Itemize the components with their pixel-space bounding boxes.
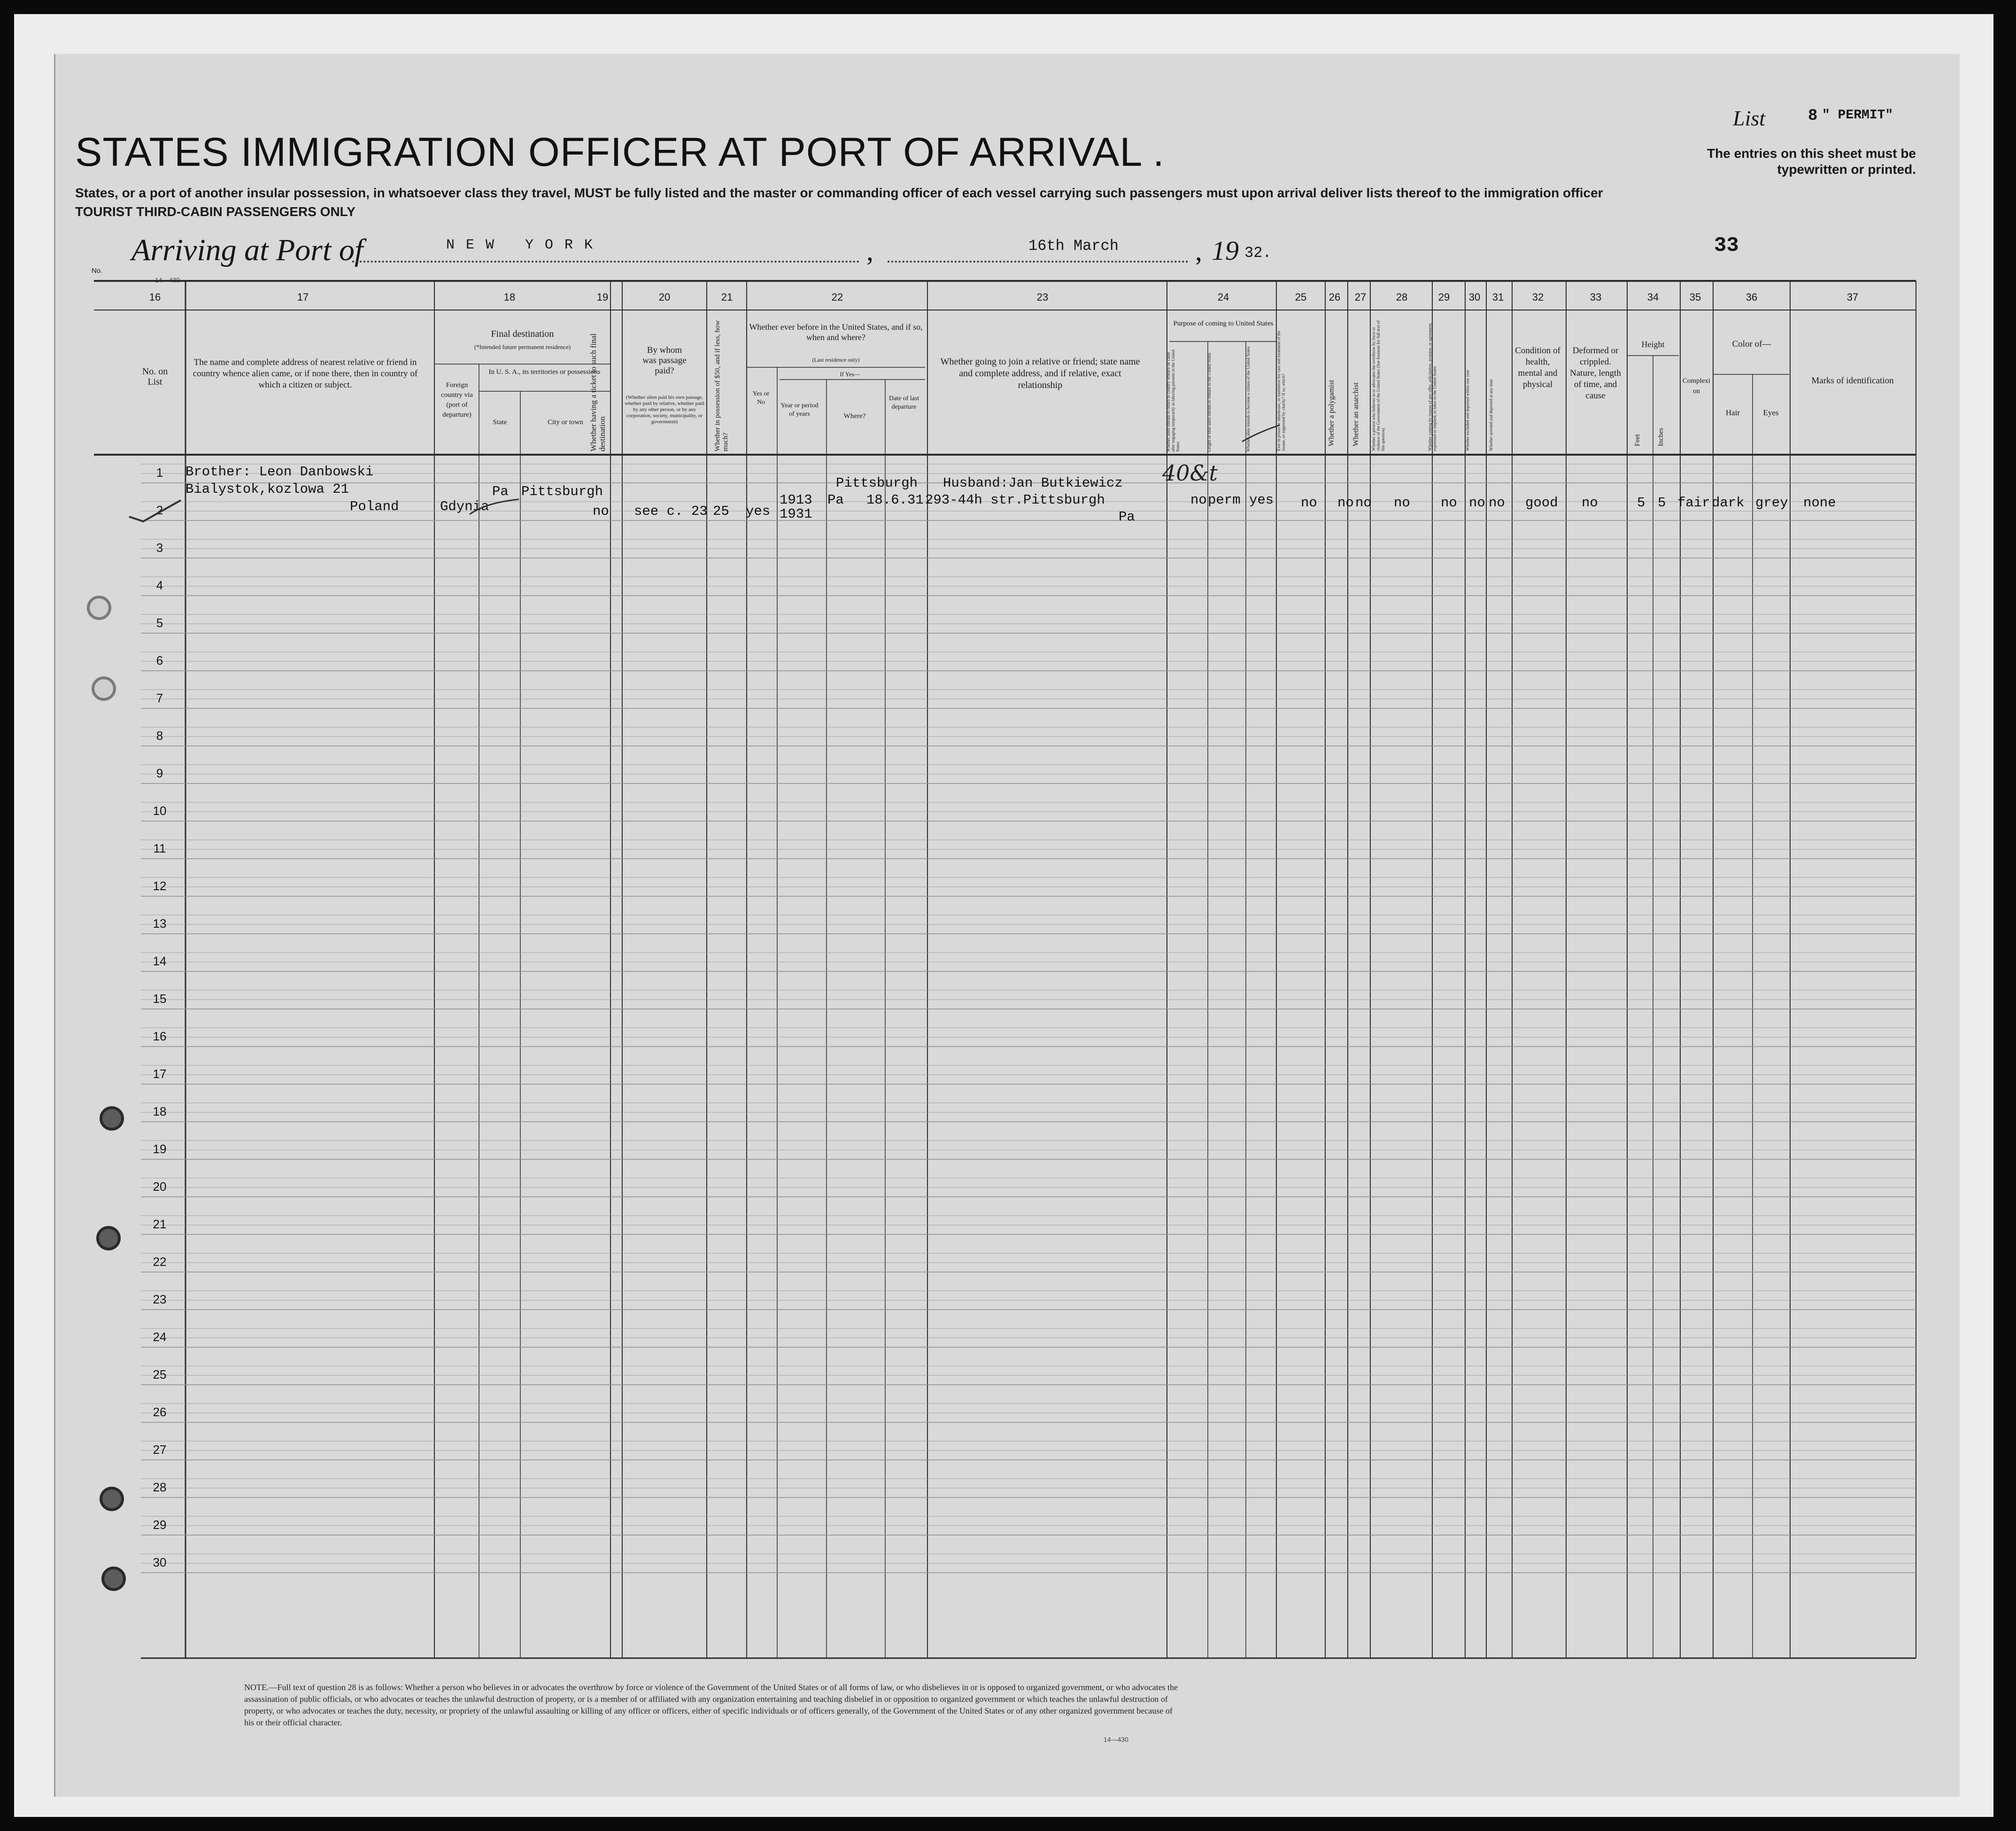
- row-number: 2: [156, 503, 163, 517]
- header-if-yes: If Yes—: [840, 371, 860, 378]
- passage-paid-value: see c. 23: [634, 504, 708, 519]
- header-anarchist: Whether an anarchist: [1352, 382, 1360, 446]
- marks-value: none: [1803, 495, 1836, 511]
- header-yes-or-no: Yes or No: [752, 390, 770, 406]
- header-passage-paid-sub: (Whether alien paid his own passage, whether paid by relative, whether paid by any other person, or by any corporation, society, municipality, or government): [625, 395, 704, 425]
- return-country-value: no: [1190, 492, 1207, 508]
- header-city: City or town: [548, 419, 583, 426]
- eyes-value: grey: [1755, 495, 1788, 511]
- column-number: 29: [1438, 291, 1450, 303]
- row-number: 1: [156, 466, 163, 480]
- arrested-value: no: [1489, 495, 1505, 511]
- column-number: 20: [658, 291, 671, 303]
- header-overthrow: Whether a person who believes in or advocates the overthrow by force or violence of the Government of the United States (See footnote for full text of this question): [1371, 320, 1385, 451]
- row-number: 16: [153, 1029, 167, 1043]
- entries-note: The entries on this sheet must be typewritten or printed.: [1707, 146, 1916, 177]
- header-final-destination: Final destination: [491, 329, 554, 339]
- row-number: 10: [153, 804, 167, 818]
- header-no-on-list: No. on List: [142, 366, 168, 387]
- column-number: 33: [1590, 291, 1602, 303]
- row-number: 23: [153, 1292, 167, 1306]
- year-suffix: 32.: [1244, 244, 1272, 262]
- row-number: 18: [153, 1104, 167, 1118]
- height-inches-value: 5: [1658, 495, 1666, 511]
- row-number: 21: [153, 1217, 167, 1231]
- last-departure: 18.6.31.: [866, 492, 932, 508]
- arrival-date: 16th March: [1028, 237, 1119, 255]
- overthrow-value: no: [1394, 495, 1410, 511]
- column-number: 30: [1468, 291, 1481, 303]
- relative-country: Poland: [350, 499, 399, 514]
- column-number: 36: [1746, 291, 1758, 303]
- length-of-stay-value: perm: [1208, 492, 1241, 508]
- header-complexion: Complexion: [1682, 377, 1711, 395]
- years-1: 1913: [780, 492, 812, 508]
- row-number: 5: [156, 616, 163, 630]
- passenger-class-line: TOURIST THIRD-CABIN PASSENGERS ONLY: [75, 204, 355, 219]
- header-labor-offer: Whether coming by reason of any offer, solicitation, promise, or agreement, expressed or implied, to labor in the United States: [1428, 322, 1437, 451]
- health-value: good: [1525, 495, 1558, 511]
- pencil-stroke-icon: [1240, 423, 1282, 446]
- destination-state: Pa: [492, 484, 509, 499]
- row-number: 9: [156, 766, 163, 780]
- row-number: 28: [153, 1480, 167, 1494]
- header-deformed: Deformed or crippled. Nature, length of time, and cause: [1570, 346, 1621, 401]
- header-before-in-us-sub: (Last residence only): [812, 357, 860, 363]
- column-number: 28: [1396, 291, 1408, 303]
- excluded-value: no: [1469, 495, 1485, 511]
- row-number: 7: [156, 691, 163, 705]
- column-number: 31: [1492, 291, 1504, 303]
- list-label: List: [1733, 106, 1766, 130]
- header-color-of: Color of—: [1732, 339, 1771, 349]
- column-number: 21: [721, 291, 733, 303]
- form-code: 14—430: [155, 276, 180, 284]
- row-number: 26: [153, 1405, 167, 1419]
- column-number: 18: [503, 291, 516, 303]
- header-health: Condition of health, mental and physical: [1515, 346, 1560, 389]
- height-feet-value: 5: [1637, 495, 1645, 511]
- header-marks: Marks of identification: [1811, 376, 1894, 386]
- column-number: 23: [1036, 291, 1049, 303]
- column-number: 32: [1532, 291, 1544, 303]
- join-relative-address: 293-44h str.Pittsburgh: [925, 492, 1105, 508]
- row-number: 6: [156, 653, 163, 667]
- header-purpose: Purpose of coming to United States: [1173, 320, 1274, 327]
- header-where: Where?: [843, 412, 866, 420]
- destination-city: Pittsburgh: [521, 484, 603, 499]
- header-inches: Inches: [1657, 427, 1665, 446]
- header-before-in-us: Whether ever before in the United States, and if so, when and where?: [749, 322, 923, 342]
- year-prefix: 19: [1212, 235, 1239, 266]
- header-money: Whether in possession of $50, and if less, how much?: [714, 320, 729, 451]
- list-number: 8: [1808, 107, 1818, 125]
- header-height: Height: [1641, 340, 1665, 349]
- column-number: 17: [297, 291, 309, 303]
- row-number: 19: [153, 1142, 167, 1156]
- column-number-prefix: No.: [92, 267, 103, 275]
- relative-name: Brother: Leon Danbowski: [185, 464, 374, 480]
- header-return-country: Whether alien intends to return to country whence he came after engaging temporarily in laboring pursuits in the United States: [1166, 349, 1180, 452]
- column-number: 25: [1295, 291, 1307, 303]
- column-number: 19: [596, 291, 609, 303]
- column-number: 27: [1354, 291, 1367, 303]
- foreign-port: Gdynia: [440, 499, 489, 514]
- row-number: 25: [153, 1367, 167, 1381]
- header-polygamist: Whether a polygamist: [1328, 380, 1336, 446]
- column-number: 34: [1647, 291, 1659, 303]
- header-passage-paid: By whom was passage paid?: [642, 345, 687, 376]
- column-number: 37: [1846, 291, 1859, 303]
- header-foreign-port: Foreign country via (port of departure): [441, 381, 473, 419]
- header-final-destination-sub: (*Intended future permanent residence): [474, 343, 571, 350]
- row-number: 11: [153, 841, 166, 855]
- ticket-value: no: [593, 504, 609, 519]
- comma: ,: [1195, 235, 1202, 266]
- where-1: Pittsburgh: [836, 475, 918, 491]
- header-eyes: Eyes: [1763, 408, 1779, 417]
- prison-value: no: [1301, 495, 1317, 511]
- header-state: State: [493, 419, 507, 426]
- row-number: 12: [153, 879, 167, 893]
- complexion-value: fair: [1677, 495, 1710, 511]
- list-type: " PERMIT": [1822, 108, 1893, 123]
- header-excluded: Whether excluded and deported within one year: [1465, 370, 1470, 451]
- arriving-label: Arriving at Port of: [131, 233, 363, 267]
- row-number: 27: [153, 1443, 167, 1457]
- column-number: 24: [1217, 291, 1229, 303]
- years-2: 1931: [780, 506, 812, 522]
- row-number: 29: [153, 1518, 167, 1532]
- polygamist-value: no: [1337, 495, 1354, 511]
- header-ticket: Whether having a ticket to such final destination: [589, 333, 607, 451]
- footnote: NOTE.—Full text of question 28 is as follows: Whether a person who believes in or advocates the overthrow by force or violence of the Government of the United States or of all forms of law, or who disbelieves in or is opposed to organized government, or who advocates the assassination of public officials, or who advocates or teaches the unlawful destruction of property, or is a member of or affiliated with any organization entertaining and teaching disbelief in or opposition to organized government or which teaches the unlawful destruction of property, or who advocates or teaches the duty, necessity, or propriety of the unlawful assaulting or killing of any officer or officers, either of specific individuals or of officers generally, of the Government of the United States or of any other organized government because of his or their official character.: [244, 1683, 1178, 1727]
- labor-offer-value: no: [1441, 495, 1457, 511]
- checkmark-icon: [124, 496, 190, 533]
- row-number: 15: [153, 992, 167, 1006]
- port-value: NEW YORK: [446, 237, 604, 253]
- hair-value: dark: [1712, 495, 1745, 511]
- row-number: 17: [153, 1067, 167, 1081]
- intro-text: States, or a port of another insular possession, in whatsoever class they travel, MUST be fully listed and the master or commanding officer of each vessel carrying such passengers must upon arrival deliver lists thereof to the immigration officer: [75, 186, 1603, 200]
- header-usa: In U. S. A., its territories or possessions: [488, 368, 601, 376]
- column-number: 16: [149, 291, 161, 303]
- header-length-of-stay: Length of time alien intends to remain in the United States: [1207, 353, 1212, 452]
- header-year: Year or period of years: [780, 402, 819, 418]
- row-number: 14: [153, 954, 167, 968]
- where-2: Pa: [827, 492, 844, 508]
- form-code-bottom: 14—430: [1104, 1736, 1128, 1743]
- header-date-departure: Date of last departure: [888, 395, 919, 411]
- join-relative-state: Pa: [1119, 509, 1135, 525]
- become-citizen-value: yes: [1249, 492, 1274, 508]
- row-number: 3: [156, 541, 163, 555]
- relative-address: Bialystok,kozlowa 21: [185, 481, 349, 497]
- title-text: STATES IMMIGRATION OFFICER AT PORT OF ARRIVAL: [75, 130, 1142, 175]
- row-number: 20: [153, 1179, 167, 1194]
- column-number: 22: [831, 291, 843, 303]
- anarchist-value: no: [1355, 495, 1372, 511]
- column-number: 35: [1689, 291, 1701, 303]
- pencil-stroke-icon: [467, 496, 524, 524]
- title-dot: .: [1153, 130, 1165, 175]
- row-number: 24: [153, 1330, 167, 1344]
- header-join-relative: Whether going to join a relative or friend; state name and complete address, and if relative, exact relationship: [940, 357, 1140, 390]
- header-arrested: Whether arrested and deported at any time: [1489, 379, 1493, 451]
- row-number: 13: [153, 916, 167, 931]
- row-number: 30: [153, 1555, 167, 1569]
- comma: ,: [866, 235, 873, 266]
- header-feet: Feet: [1634, 434, 1641, 446]
- handwritten-annotation: 40&t: [1162, 460, 1218, 486]
- header-prison: Ever in prison or almshouse, or institution for care and treatment of the insane, or supported by charity? If so, which?: [1276, 330, 1286, 451]
- header-become-citizen: Whether alien intends to become a citizen of the United States: [1246, 346, 1251, 452]
- header-hair: Hair: [1725, 408, 1740, 417]
- page-number: 33: [1714, 234, 1739, 257]
- header-relative: The name and complete address of nearest relative or friend in country whence alien came, or if none there, then in country of which a citizen or subject.: [193, 357, 418, 390]
- row-number: 8: [156, 729, 163, 743]
- before-in-us-value: yes: [746, 504, 771, 519]
- column-number: 26: [1329, 291, 1341, 303]
- money-value: 25: [713, 504, 729, 519]
- deformed-value: no: [1582, 495, 1598, 511]
- join-relative-name: Husband:Jan Butkiewicz: [943, 475, 1123, 491]
- row-number: 22: [153, 1255, 167, 1269]
- row-number: 4: [156, 578, 163, 592]
